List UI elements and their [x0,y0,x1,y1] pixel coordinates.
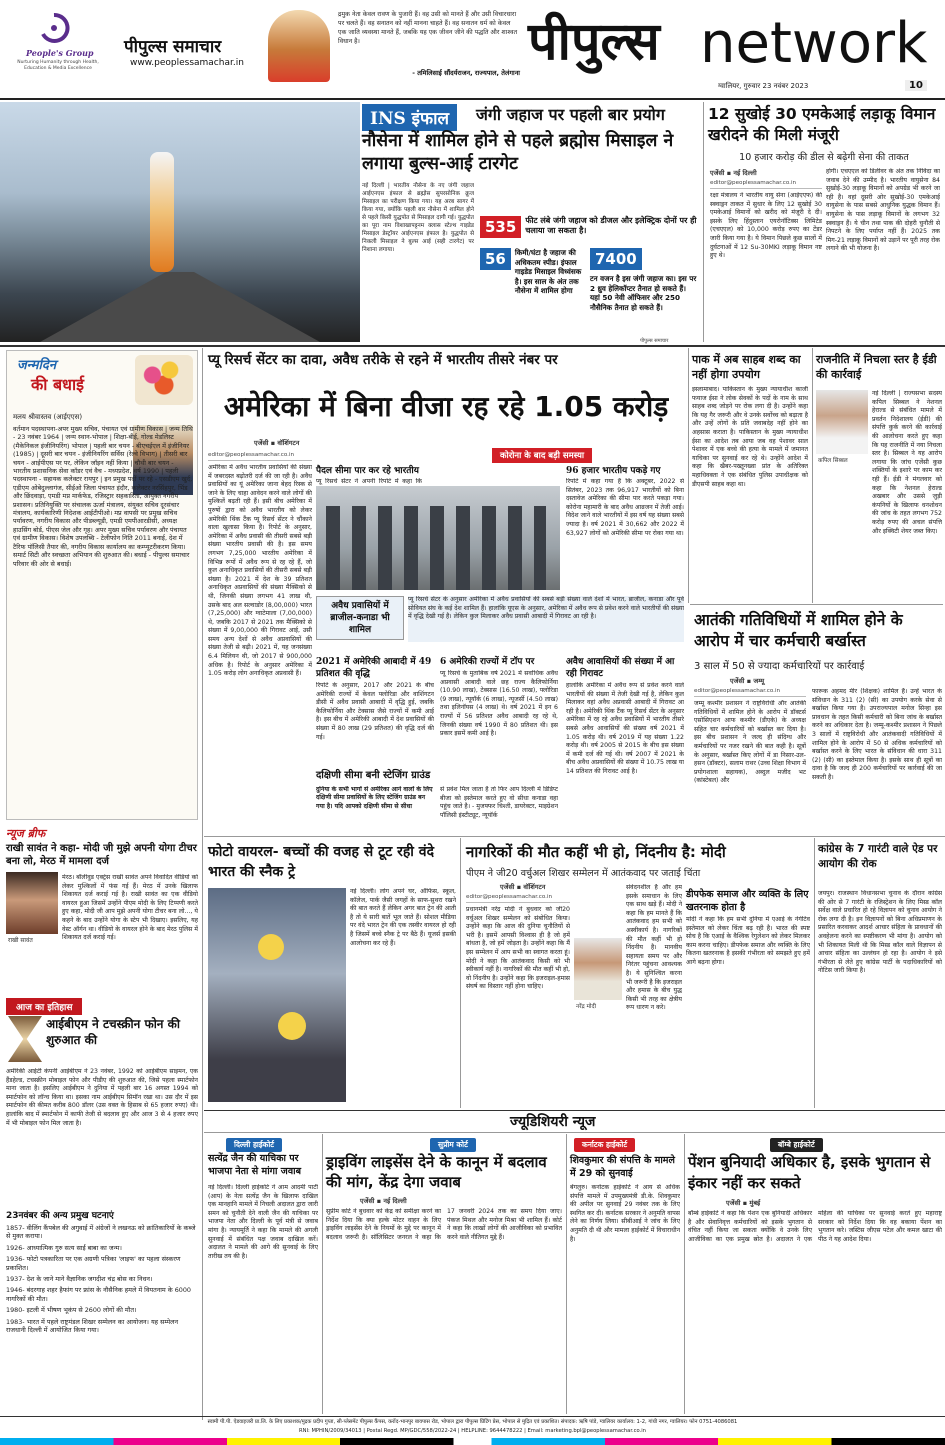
karnataka-headline: शिवकुमार की संपत्ति के मामले में 29 को सुनवाई [570,1155,675,1179]
bombay-headline: पेंशन बुनियादी अधिकार है, इसके भुगतान से इंकार नहीं कर सकते [688,1153,931,1192]
sukhoi-sub: 10 हजार करोड़ की डील से बढ़ेगी सेना की ताकत [739,152,909,163]
sibal-photo [816,390,868,454]
footer-line-1: स्वामी पी.पी. ऐडवाइजरी प्रा.लि. के लिए प्रकाशक/मुद्रक प्रदीप गुप्ता, सी-प्लेसमेंट पीपुल्स कैंपस, करोंद-भानपुर बायपास रोड, भोपाल द्वारा पीपुल्स प्रिंटिंग प्रेस, भोपाल से मुद्रित एवं प्रकाशित। संपादक: ऋषि पांडे, ग्वालियर कार्यालय: 1-2, गांधी नगर, ग्वालियर। फोन 0751-4086081 [207,1419,738,1425]
masthead [0,0,945,100]
terror-body-1: जम्मू कश्मीर प्रशासन ने राष्ट्रविरोधी और आतंकी गतिविधियों में शामिल होने के आरोप में डॉक्टर्स एसोसिएशन आफ कश्मीर (डीएके) के अध्यक्ष सहित चार कर्मचारियों को बर्खास्त कर दिया है। इस बीच प्रशासन ने जल्द ही संदिग्ध और कर्मचारियों पर नजर रखने की बात कही है। सूत्रों के अनुसार, बर्खास्त किए लोगों में डा निसार-उल-हसन (डॉक्टर), सलाम राथर (उच्च शिक्षा विभाग में प्रयोगशाला सहायक), अब्दुल मजीद भट (कांस्टेबल) और [694,700,806,785]
sukhoi-body-1: रक्षा मंत्रालय ने भारतीय वायु सेना (आईएएफ) की स्क्वाड्रन ताकत में सुधार के लिए 12 सुखोई 30 एमकेआई विमानों को खरीद को मंजूरी दे दी। इसके लिए हिंदुस्तान एयरोनॉटिक्स लिमिटेड (एचएएल) को 10,000 करोड़ रुपए का टेंडर जारी किया गया है। ये विमान पिछले कुछ सालों में दुर्घटनाओं में 12 Su-30MKI लड़ाकू विमान नष्ट हुए थे। [710,192,822,260]
group-name: People's Group [26,48,94,58]
ins-headline: नौसेना में शामिल होने से पहले ब्रह्मोस मिसाइल ने लगाया बुल्स-आई टारगेट [362,131,674,174]
col2-title: 6 अमेरिकी राज्यों में टॉप पर [440,657,535,667]
stat-number: 535 [480,216,521,238]
birthday-box [6,350,198,820]
event-item: 1983- भारत में पहले राष्ट्रमंडल शिखर सम्मेलन का आयोजन। यह सम्मेलन राजधानी दिल्ली में आयोजित किया गया। [6,1317,179,1335]
brand-hindi: पीपुल्स [528,12,660,72]
group-tagline: Nurturing Humanity through Health, Education & Media Excellence [17,60,99,71]
politics-headline: राजनीति में निचला स्तर है ईडी की कार्रवाई [816,353,937,381]
caught-body: रिपोर्ट में कहा गया है कि अक्टूबर, 2022 से सितंबर, 2023 तक 96,917 भारतीयों को बिना दस्तावेज अमेरिका की सीमा पार करते पकड़ा गया। कोरोना महामारी के बाद अवैध आव्रजन में तेजी आई। विदेश जाने वाले भारतीयों में इस वर्ष यह संख्या सबसे ज्यादा है। वर्ष 2021 में 30,662 और 2022 में 63,927 लोगों को अमेरिकी सीमा पर रोका गया था। [566,478,684,537]
corona-tag: कोरोना के बाद बड़ी समस्या [492,448,592,463]
pak-headline: पाक में अब साहब शब्द का नहीं होगा उपयोग [692,353,801,381]
stat-label: टन वजन है इस जंगी जहाज का। इस पर 2 ध्रुव हेलिकॉप्टर तैनात हो सकते हैं। यहां 50 नेवी ऑफिसर और 250 नौसैनिक तैनात हो सकते हैं। [590,274,697,312]
governor-photo [268,10,330,82]
court-tag-supreme: सुप्रीम कोर्ट [430,1138,476,1152]
birthday-title-main: की बधाई [31,375,84,394]
website-link[interactable]: www.peoplessamachar.in [130,58,244,68]
events-title: 23नवंबर की अन्य प्रमुख घटनाएं [6,1211,114,1221]
flower-basket-icon [135,355,193,405]
pew-byline: एजेंसी ▪ वॉशिंगटन [254,439,300,447]
peoples-group-logo-icon [38,12,70,44]
sukhoi-byline: एजेंसी ▪ नई दिल्ली [710,169,757,177]
politics-body: नई दिल्ली | राज्यसभा सदस्य कपिल सिब्बल ने नेशनल हेराल्ड से संबंधित मामले में प्रवर्तन निदेशालय (ईडी) की संपत्ति कुर्क करने की कार्रवाई की आलोचना करते हुए कहा कि यह राजनीति में नया निचला स्तर है। सिब्बल ने यह आरोप लगाया कि जांच एजेंसी कुछ शक्तियों के इशारे पर काम कर रही हैं। ईडी ने मंगलवार को कहा कि नेशनल हेराल्ड अखबार और उससे जुड़ी कंपनियों के खिलाफ धनशोधन की जांच के तहत लगभग 752 करोड़ रुपए की अचल संपत्ति और इक्विटी शेयर जब्त किए। [872,390,942,535]
col1-title: 2021 में अमेरिकी आबादी में 49 प्रतिशत की वृद्धि [316,657,432,679]
birthday-name: मलय श्रीवास्तव (आईएएस) [13,413,83,421]
terror-byline: एजेंसी ▪ जम्मू [730,677,765,685]
stat-label: किमी/घंटा है जहाज की अधिकतम स्पीड। इंफाल गाइडेड मिसाइल विध्वंसक है। इस साल के अंत तक नौसेना में शामिल होगा [514,248,582,295]
stat-7400 [590,248,698,312]
south-quote: दुनिया के सभी भागों से अमेरिका आने वालों के लिए दक्षिणी सीमा प्रवासियों के लिए स्टेजिंग ग्राउंड बन गया है। यदि आपको दक्षिणी सीमा से सीधा [316,786,433,810]
history-headline: आईबीएम ने टचस्क्रीन फोन की शुरुआत की [46,1017,180,1047]
modi-body-1: प्रधानमंत्री नरेंद्र मोदी ने बुधवार को जी20 वर्चुअल शिखर सम्मेलन को संबोधित किया। उन्होंने कहा कि आज की दुनिया चुनौतियों से भरी है। इसमें आपसी विश्वास ही है जो हमें बांधता है, जो हमें जोड़ता है। उन्होंने कहा कि मैं इस सम्मेलन में आप सभी का स्वागत करता हूं। मोदी ने कहा कि आतंकवाद किसी को भी स्वीकार्य नहीं है। नागरिकों की मौत कहीं भी हो, वो निंदनीय है। उन्होंने कहा कि इजराइल-हमास संघर्ष का विस्तार नहीं होना चाहिए। [466,906,570,991]
vande-body: नई दिल्ली। लोग अपने घर, ऑफिस, स्कूल, कॉलेज, पार्क जैसी जगहों के साफ-सुथरा रखने की बात करते हैं लेकिन अगर बात ट्रेन की आती है तो ये सारी बातें भूल जाते हैं। सोशल मीडिया पर वंदे भारत ट्रेन की एक तस्वीर वायरल हो रही है जिसमें बच्चे स्नैक ट्रे पर बैठे हैं। यूजर्स इसकी आलोचना कर रहे हैं। [350,888,456,947]
south-title: दक्षिणी सीमा बनी स्टेजिंग ग्राउंड [316,770,431,781]
vande-headline: फोटो वायरल- बच्चों की वजह से टूट रही वंदे भारत की स्नैक ट्रे [208,844,435,880]
congress-headline: कांग्रेस के 7 गारंटी वाले ऐड पर आयोग की रोक [818,843,938,870]
sukhoi-headline: 12 सुखोई 30 एमकेआई लड़ाकू विमान खरीदने की मिली मंजूरी [708,105,936,144]
birthday-text: वर्तमान पदस्थापना-अपर मुख्य सचिव, पंचायत एवं ग्रामीण विकास | जन्म तिथि - 23 नवंबर 1964 | जन्म स्थान-भोपाल | शिक्षा-बीई, गोल्ड मेडलिस्ट (मैकेनिकल इंजीनियरिंग) भोपाल | पहली बार चयन - बीएचईएल में इंजीनियर (1985) | दूसरी बार चयन - इंजीनियरिंग सर्विस (रेल्वे विभाग) | तीसरी बार चयन - आईपीएस पर पर, लेकिन जॉइन नहीं किया | चौथी बार चयन - भारतीय प्रशासनिक सेवा कॉडर एवं वैच - मध्यप्रदेश, वर्ष 1990 | पहली पदस्थापना - सहायक कलेक्टर रायपुर | इन प्रमुख पदों पर रहे - एसडीएम खुर्द, एडीएम ओबेदुल्लागंज, सीईओ जिला पंचायत इंदौर, कलेक्टर नरसिंहपुर, भिंड और छिंदवाड़ा, एमडी मप्र मार्कफेड, रजिस्ट्रार सहकारिता, आयुक्त नगरीय प्रशासन। प्रतिनियुक्ति पर संचालक ऊर्जा मंत्रालय, संयुक्त सचिव दूरसंचार मंत्रालय, कार्यकारिणी निदेशक आईटीपीओ। मप्र वापसी पर प्रमुख सचिव पर्यावरण, नगरीय विकास और पीडब्ल्यूडी, एमडी एमपीआरडीसी, अध्यक्ष हाउसिंग बोर्ड, पीएस जेल और गृह। अपर मुख्य सचिव पर्यावरण और पंचायत एवं ग्रामीण विकास। विशेष उपलब्धि - टेलीफोन निति 2011 बनाई, देश में टैरिफ पॉलिसी तैयार की, नगरीय विकास कार्यालय का कम्प्यूटरीकरण किया। समार्ट सिटी और स्वच्छता अभियान की शुरुआत की। बधाई - पीपुल्स समाचार परिवार की ओर से बधाई। [13,425,193,568]
event-item: 1946- बंदरगाह शहर हैफांग पर फ्रांस के नौसैनिक हमले में वियतनाम के 6000 नागरिकों की मौत। [6,1286,191,1303]
rakhi-photo [6,872,58,934]
color-registration-bar [0,1438,945,1445]
dateline: ग्वालियर, गुरुवार 23 नवंबर 2023 [718,82,809,90]
photo-credit: पीपुल्स समाचार [640,338,669,344]
event-item: 1980- इटली में भीषण भूकंप से 2600 लोगों की मौत। [6,1306,137,1315]
quote-text: द्रमुक नेता केवल रावण के पुजारी हैं। वह उसी को मानते हैं और उसी विचारधारा पर चलते हैं। वह सनातन को नहीं मानना चाहते हैं। वह सनातन धर्म को केवल एक जाति व्यवस्था मानते हैं, जबकि यह एक जीवन जीने की पद्धति और शाश्वत विधान है। [338,11,518,45]
sukhoi-email: editor@peoplessamachar.co.in [710,180,822,189]
ship-photo [0,102,360,342]
terror-body-2: फारूक अहमद मीर (शिक्षक) शामिल हैं। उन्हें भारत के संविधान के 311 (2) (सी) का उपयोग करके सेवा से बर्खास्त किया गया है। उपराज्यपाल मनोज सिन्हा इस प्रावधान के तहत किसी कर्मचारी को बिना जांच के बर्खास्त करने का अधिकार देता है। जम्मू-कश्मीर प्रशासन ने पिछले 3 सालों में राष्ट्रविरोधी और आतंकवादी गतिविधियों में शामिल होने के आरोप में 50 से अधिक कर्मचारियों को बर्खास्त करने के लिए भारत के संविधान की धारा 311 (2) (सी) का इस्तेमाल किया है। इसके साथ ही सूत्रों का दावा है कि जल्द ही 200 कर्मचारियों पर कार्रवाई की जा सकती है। [812,688,942,781]
event-item: 1857- वीलिंग कैंपबेल की अगुवाई में अंग्रेजों ने लखनऊ को क्रांतिकारियों के कब्जे से मुक्त कराया। [6,1224,196,1241]
terror-email: editor@peoplessamachar.co.in [694,688,806,697]
stat-number: 56 [480,248,511,270]
supreme-body: सुप्रीम कोर्ट ने बुधवार को केंद्र को समीक्षा करने का निर्देश दिया कि क्या हल्के मोटर वाहन के लिए ड्राइविंग लाइसेंस देने के नियमों के मुद्दे पर कानून में बदलाव जरूरी है। सॉलिसिटर जनरल ने कहा कि 17 जनवरी 2024 तक का समय दिया जाए। पंकज मिथल और मनोज मिश्रा भी शामिल हैं। कोर्ट ने कहा कि लाखों लोगों की आजीविका को प्रभावित करने वाले नीतिगत मुद्दे हैं। [326,1208,562,1241]
supreme-headline: ड्राइविंग लाइसेंस देने के कानून में बदलाव की मांग, केंद्र देगा जवाब [326,1153,547,1191]
pew-email: editor@peoplessamachar.co.in [208,452,312,461]
history-title: आज का इतिहास [6,998,82,1015]
train-photo [208,888,346,1102]
walk-body: प्यू रिसर्च सेंटर ने अपनी रिपोर्ट में कहा कि [316,478,422,485]
deepfake-body: मोदी ने कहा कि हम सभी दुनिया में एआई के नेगेटिव इस्तेमाल को लेकर चिंता बढ़ रही है। भारत की स्पष्ट सोच है कि एआई के वैश्विक रेगुलेशन को लेकर मिलकर काम करना चाहिए। डीपफेक समाज और व्यक्ति के लिए कितना खतरनाक है इसकी गंभीरता को समझते हुए हमें आगे बढ़ना होगा। [686,916,810,966]
event-item: 1926- आध्यात्मिक गुरु सत्य साईं बाबा का जन्म। [6,1243,122,1252]
col3-body: हालांकि अमेरिका में अवैध रूप से प्रवेश करने वाले भारतीयों की संख्या में तेजी देखी गई है, लेकिन कुल मिलाकर वहां अवैध अप्रवासी आबादी में गिरावट आ रही है। अमेरिकी थिंक टैंक प्यू रिसर्च सेंटर के अनुसार अमेरिका में रह रहे अवैध प्रवासियों में भारतीय तीसरे सबसे अवैध आवासियों की संख्या वर्ष 2021 में 1.05 करोड़ थी। वर्ष 2019 में यह संख्या 1.22 करोड़ थी। वर्ष 2005 से 2015 के बीच इस संख्या में कमी दर्ज की गई थी। वर्ष 2007 में 2021 के बीच अवैध अप्रवासियों की संख्या में 10.75 लाख या 14 प्रतिशत की गिरावट आई है। [566,682,684,775]
people-silhouettes [326,506,546,590]
stat-label: फीट लंबे जंगी जहाज को डीजल और इलेक्ट्रिक दोनों पर ही चलाया जा सकता है। [525,216,697,235]
missile-smoke-graphic [150,152,174,272]
congress-body: जयपुर। राजस्थान विधानसभा चुनाव के दौरान कांग्रेस की ओर से 7 गारंटी के रजिस्ट्रेशन के लिए मिस्ड कॉल सर्वेक्ष वाले प्रचारित हो रहे विज्ञापन को चुनाव आयोग ने रोक लगा दी है। इन विज्ञापनों को बिना अधिप्रमाणन के प्रसारित करवाकर आदर्श आचार संहिता के प्रावधानों की अवहेलना करने का स्पष्टीकरण भी मांगा है। आयोग को भी शिकायत मिली थी कि मिस्ड कॉल वाले विज्ञापन से आचार संहिता का उल्लंघन हो रहा है। आयोग ने इसे गंभीरता से लेते हुए कांग्रेस पार्टी के पदाधिकारियों को नोटिस जारी किया है। [818,890,942,975]
ins-body: नई दिल्ली | भारतीय नौसेना के नए जंगी जहाज आईएनएस इंफाल से ब्रह्मोस सुपरसोनिक क्रूज मिसाइल का परीक्षण किया गया। यह अरब सागर में किया गया, क्योंकि पहली बार नौसेना में शामिल होने से पहले किसी युद्धपोत से मिसाइल दागी गई। युद्धपोत का पूरा नाम विशाखापट्टनम क्लास स्टेल्थ गाइडेड मिसाइल डेस्ट्रॉयर आईएनएस इंफाल है। युद्धपोत से निकली मिसाइल ने बुल्स आई (सही टारगेट) पर निशाना लगाया। [362,183,474,253]
birthday-title-top: जन्मदिन [17,358,57,373]
bombay-body: बॉम्बे हाईकोर्ट ने कहा कि पेंशन एक बुनियादी अधिकार है और सेवानिवृत्त कर्मचारियों को इसके भुगतान से वंचित नहीं किया जा सकता क्योंकि वे उनके लिए आजीविका का एक प्रमुख स्रोत है। अदालत ने एक महिला की याचिका पर सुनवाई करते हुए महाराष्ट्र सरकार को निर्देश दिया कि वह बकाया पेंशन का भुगतान करे। जस्टिस जीएस पटेल और कमल खाटा की पीठ ने यह आदेश दिया। [688,1210,942,1243]
stat-number: 7400 [590,248,642,270]
page-number: 10 [905,80,927,91]
event-item: 1936- फोटो पत्रकारिता पर एक अग्रणी पत्रिका 'लाइफ' का पहला संस्करण प्रकाशित। [6,1255,181,1272]
stat-56 [480,248,586,296]
modi-sub: पीएम ने जी20 वर्चुअल शिखर सम्मेलन में आतंकवाद पर जताई चिंता [466,868,701,879]
pew-headline: अमेरिका में बिना वीजा रह रहे 1.05 करोड़ [223,390,669,423]
sukhoi-body-2: होगी। एचएएल को डिलीवर के अंत तक निविदा का जवाब देने की उम्मीद है। भारतीय वायुसेना 84 सुखोई-30 लड़ाकू विमानों को अपग्रेड भी करने जा रही है। वहां दूसरी ओर सुखोई-30 एमकेआई वायुसेना के पास सबसे आधुनिक युद्धक विमान हैं। वायुसेना के पास लड़ाकू विमानों के लगभग 32 स्क्वाड्रन हैं। ये चीन तथा पाक की दोहरी चुनौती से निपटने के लिए पर्याप्त नहीं हैं। 2025 तक मिग-21 लड़ाकू विमानों को उड़ानें पर पूरी तरह रोक लगाने की भी योजना है। [826,168,940,253]
caught-title: 96 हजार भारतीय पकड़े गए [566,466,661,476]
court-tag-delhi: दिल्ली हाईकोर्ट [226,1138,282,1152]
child-face-2 [278,1012,306,1040]
deepfake-title: डीपफेक समाज और व्यक्ति के लिए खतरनाक होता है [686,889,809,913]
stat-535 [480,216,698,238]
modi-headline: नागरिकों की मौत कहीं भी हो, निंदनीय है: मोदी [466,843,726,861]
brand-en: network [700,11,928,76]
col1-body: रिपोर्ट के अनुसार, 2017 और 2021 के बीच अमेरिकी राज्यों में केवल फ्लोरिडा और वाशिंगटन डीसी में अवैध प्रवासी आबादी में वृद्धि हुई, जबकि कैलिफोर्निया और टेक्सास जैसे राज्यों में कमी आई है। इस बीच में अमेरिकी आबादी में देश प्रवासियों की संख्या में 80 लाख (29 प्रतिशत) की वृद्धि दर्ज की गई। [316,682,434,741]
news-brief-title: न्यूज ब्रीफ [6,827,46,840]
rakhi-caption: राखी सावंत [8,937,33,944]
pak-body: इस्लामाबाद। पाकिस्तान के मुख्य न्यायाधीश काजी फयाज ईसा ने लोक सेवकों के पदों के नाम के साथ साहब शब्द जोड़ने पर रोक लगा दी है। उन्होंने कहा कि यह गैर जरूरी और वे उनके सर्वोच्च को बढ़ाता है और उन्हें लोगों के प्रति जवाबदेह नहीं होने का अहसास कराता है। पाकिस्तान के मुख्य न्यायाधीश ईसा का आदेश तब आया जब वह पेशावर साल पेशावर में एक बच्चे की हत्या के मामले में जमानत याचिका पर सुनवाई कर रहे थे। उन्होंने आदेश में कहा कि खैबर-पख्तूनख्वा प्रांत के अतिरिक्त महाधिवक्ता ने एक संबंधित पुलिस उपाधीक्षक को डीएसपी साहब कहा था। [692,386,808,488]
south-body: से प्रवेश मिल जाता है तो फिर आप दिल्ली में डिडिप्ट बीजा को इस्तेमाल करते हुए वो सीधा कनाडा वहा पहुंच जाते है। - मुजफ्फर चिश्ती, डायरेक्टर, माइग्रेशन पॉलिसी इंस्टीट्यूट, न्यूयॉर्क [440,786,558,819]
modi-caption: नरेंद्र मोदी [576,1004,597,1010]
terror-sub: 3 साल में 50 से ज्यादा कर्मचारियों पर कार्रवाई [694,661,865,672]
quote-author: - तमिलिसाई सौंदर्यराजन, राज्यपाल, तेलंगाना [412,69,520,77]
news-brief-headline: राखी सावंत ने कहा- मोदी जी मुझे अपनी योगा टीचर बना लो, मेरठ में मामला दर्ज [6,843,197,867]
events-list [6,1224,198,1334]
history-body: अमेरिकी आईटी कंपनी आईबीएम ने 23 नवंबर, 1992 को आईबीएम साइमन, एक हैंडहेल्ड, टचस्क्रीन मोबाइल फोन और पीडीए की शुरुआत की, जिसे पहला स्मार्टफोन माना जाता है। इसलिए आईबीएम ने दुनिया में पहली बार 16 अगस्त 1994 को स्मार्टफोन को लॉन्च किया था। इसका नाम आईबीएम सिमॉन रखा था। उस दौर में इस स्मार्टफोन की कीमत करीब 800 डॉलर (उस वक्त के हिसाब से 65 हजार रुपए) थी। हालांकि बाद में स्मार्टफोन में काफी तेजी से बदलाव हुए और आज 3 से 4 हजार रुपए में भी मोबाइल फोन मिल जाता है। [6,1068,198,1127]
bombay-byline: एजेंसी ▪ मुंबई [726,1199,761,1207]
karnataka-body: बेंगलुरु। कर्नाटक हाईकोर्ट ने आय से अधिक संपत्ति मामले में उपमुख्यमंत्री डी.के. शिवकुमार की अपील पर सुनवाई 29 नवंबर तक के लिए स्थगित कर दी। कर्नाटक सरकार ने अनुमति वापस लेने का निर्णय लिया। सीबीआई ने जांच के लिए अनुमति दी थी और मामला हाईकोर्ट में विचाराधीन है। [570,1184,680,1243]
modi-body-2: संवेदनशील है और हम इसके समाधान के लिए एक साथ खड़े हैं। मोदी ने कहा कि हम मानते हैं कि आतंकवाद हम सभी को अस्वीकार्य है। नागरिकों की मौत कहीं भी हो निंदनीय है। मानवीय सहायता समय पर और निरंतर पहुंचना आवश्यक है। ये सुनिश्चित करना भी जरूरी है कि इजराइल और हमास के बीच युद्ध किसी भी तरह का क्षेत्रीय रूप धारण न करे। [626,884,682,1012]
modi-byline: एजेंसी ▪ वॉशिंगटन [500,883,546,891]
news-brief-body: मेरठ। बॉलीवुड एक्ट्रेस राखी सावंत अपने विवादित वीडियो को लेकर मुश्किलों में फंस गई हैं। मेरठ में उनके खिलाफ शिकायत दर्ज कराई गई है। राखी सावंत का एक वीडियो वायरल हुआ जिसमें उन्होंने पीएम मोदी के लिए टिप्पणी करते हुए कहा, मोदी जी आप मुझे अपनी योगा टीचर बना लो..., ये कहने के बाद उन्होंने योगा के स्टेप भी दिखाए। इसलिए, यह वेस्ट ऑर्गन था। वीडियो के वायरल होने के बाद मेरठ पुलिस में शिकायत दर्ज कराई गई। [62,874,198,942]
ins-kicker: जंगी जहाज पर पहली बार प्रयोग [476,105,665,124]
sibal-caption: कपिल सिब्बल [818,458,848,464]
canada-tag: अवैध प्रवासियों में ब्राजील-कनाडा भी शामिल [316,596,404,640]
pew-kicker: प्यू रिसर्च सेंटर का दावा, अवैध तरीके से रहने में भारतीय तीसरे नंबर पर [208,352,558,368]
court-tag-bombay: बॉम्बे हाईकोर्ट [770,1138,823,1152]
modi-email: editor@peoplessamachar.co.in [466,894,570,903]
canada-body: प्यू रिसर्च सेंटर के अनुसार अमेरिका में अवैध प्रवासियों की सबसे बड़ी संख्या वाले देशों में भारत, ब्राजील, कनाडा और पूर्व सोवियत संघ के कई देश शामिल हैं। हालांकि यूएस के अनुसार, अमेरिका में अवैध रूप से प्रवेश करने वाले भारतीयों की संख्या में वृद्धि देखी गई है। लेकिन कुल मिलाकर अवैध प्रवासी आबादी में गिरावट आ रही है। [408,596,684,642]
walk-title: पैदल सीमा पार कर रहे भारतीय [316,466,419,476]
ins-tag: INS इंफाल [362,104,457,131]
small-paper-logo: पीपुल्स समाचार [124,37,222,57]
col2-body: प्यू रिसर्च के मुताबिक वर्ष 2021 में सर्वाधिक अवैध अप्रवासी आबादी वाले छह राज्य कैलिफोर्निया (10.90 लाख), टेक्सास (16.50 लाख), फ्लोरिडा (9 लाख), न्यूयॉर्क (6 लाख), न्यूजर्सी (4.50 लाख) तथा इलिनॉयस (4 लाख) थे। वर्ष 2021 में इन 6 राज्यों में 56 प्रतिशत अवैध आबादी रह रहे थे, जिनकी संख्या वर्ष 1990 में 80 प्रतिशत थी। इस प्रकार इसमें कमी आई है। [440,670,558,738]
supreme-byline: एजेंसी ▪ नई दिल्ली [360,1197,407,1205]
child-face-1 [258,934,284,960]
ship-deck-graphic [40,272,320,342]
delhi-headline: सत्येंद्र जैन की याचिका पर भाजपा नेता से मांगा जवाब [208,1153,302,1177]
delhi-body: नई दिल्ली। दिल्ली हाईकोर्ट ने आम आदमी पार्टी (आप) के नेता सत्येंद्र जैन के खिलाफ दाखिल एक मानहानि मामले में निचली अदालत द्वारा जारी समन को चुनौती देने वाली जैन की याचिका पर भाजपा नेता और दिल्ली के पूर्व मंत्री से जवाब मांगा है। न्यायमूर्ति ने कहा कि मामले की अगली सुनवाई में संबंधित पक्ष जवाब दाखिल करें। अदालत ने मामले की आगे की सुनवाई के लिए तारीख तय की है। [208,1184,318,1260]
migrants-photo [316,486,560,590]
terror-headline: आतंकी गतिविधियों में शामिल होने के आरोप में चार कर्मचारी बर्खास्त [694,611,903,650]
pew-body: अमेरिका में अवैध भारतीय प्रवासियों की संख्या में जबरदस्त बढ़ोतरी दर्ज की जा रही है। अवैध प्रवासियों का यूं अमेरिका जाना बेहद रिस्क से जाने के लिए चाहा आवेदन करने वाले लोगों की मुश्किलें बढ़ती रही हैं। इसी बीच अमेरिका में पुरुषों द्वारा को अवैध भारतीय को लेकर अमेरिकी थिंक टैंक प्यू रिसर्च सेंटर ने चौंकाने वाला खुलासा किया है। रिपोर्ट के अनुसार, अमेरिका में अवैध प्रवासी की तीसरी सबसे बड़ी संख्या भारतीय प्रवासी की है। इस समय लगभग 7,25,000 भारतीय अमेरिका में विभिन्न रूपों में अवैध रूप से रह रहे हैं, जो कुल अनाधिकृत प्रवासियों की तीसरी सबसे बड़ी संख्या है। 2021 में देश के 39 प्रतिशत अनाधिकृत अप्रवासियों की संख्या मैक्सिको से थी, जिनकी संख्या लगभग 41 लाख थी, उसके बाद अल सल्वाडोर (8,00,000) भारत (7,25,000) और ग्वाटेमाला (7,00,000) थे, जबकि 2017 से 2021 तक मैक्सिको से संख्या में 9,00,000 की गिरावट आई, उसी समय अन्य देशों से अवैध अप्रवासियों की संख्या तेजी से बढ़ी। 2021 में, यह जनसंख्या 6.4 मिलियन थी, जो 2017 से 900,000 अधिक है। रिपोर्ट के अनुसार अमेरिका में 1.05 करोड़ लोग अनाधिकृत अप्रवासी हैं। [208,464,312,678]
footer-line-2: RNI: MPHIN/2009/34013 | Postal Regd. MP/GDC/558/2022-24 | HELPLINE: 9644478222 | Email: marketing.bpl@peoplessamachar.co.in [299,1428,646,1434]
court-tag-karnataka: कर्नाटक हाईकोर्ट [574,1138,635,1152]
judiciary-title: ज्यूडिशियरी न्यूज [500,1112,605,1131]
col3-title: अवैध आवासियों की संख्या में आ रही गिरावट [566,657,675,679]
hourglass-icon [8,1016,42,1062]
event-item: 1937- देश के जाने माने वैज्ञानिक जगदीश चंद्र बोस का निधन। [6,1275,153,1284]
